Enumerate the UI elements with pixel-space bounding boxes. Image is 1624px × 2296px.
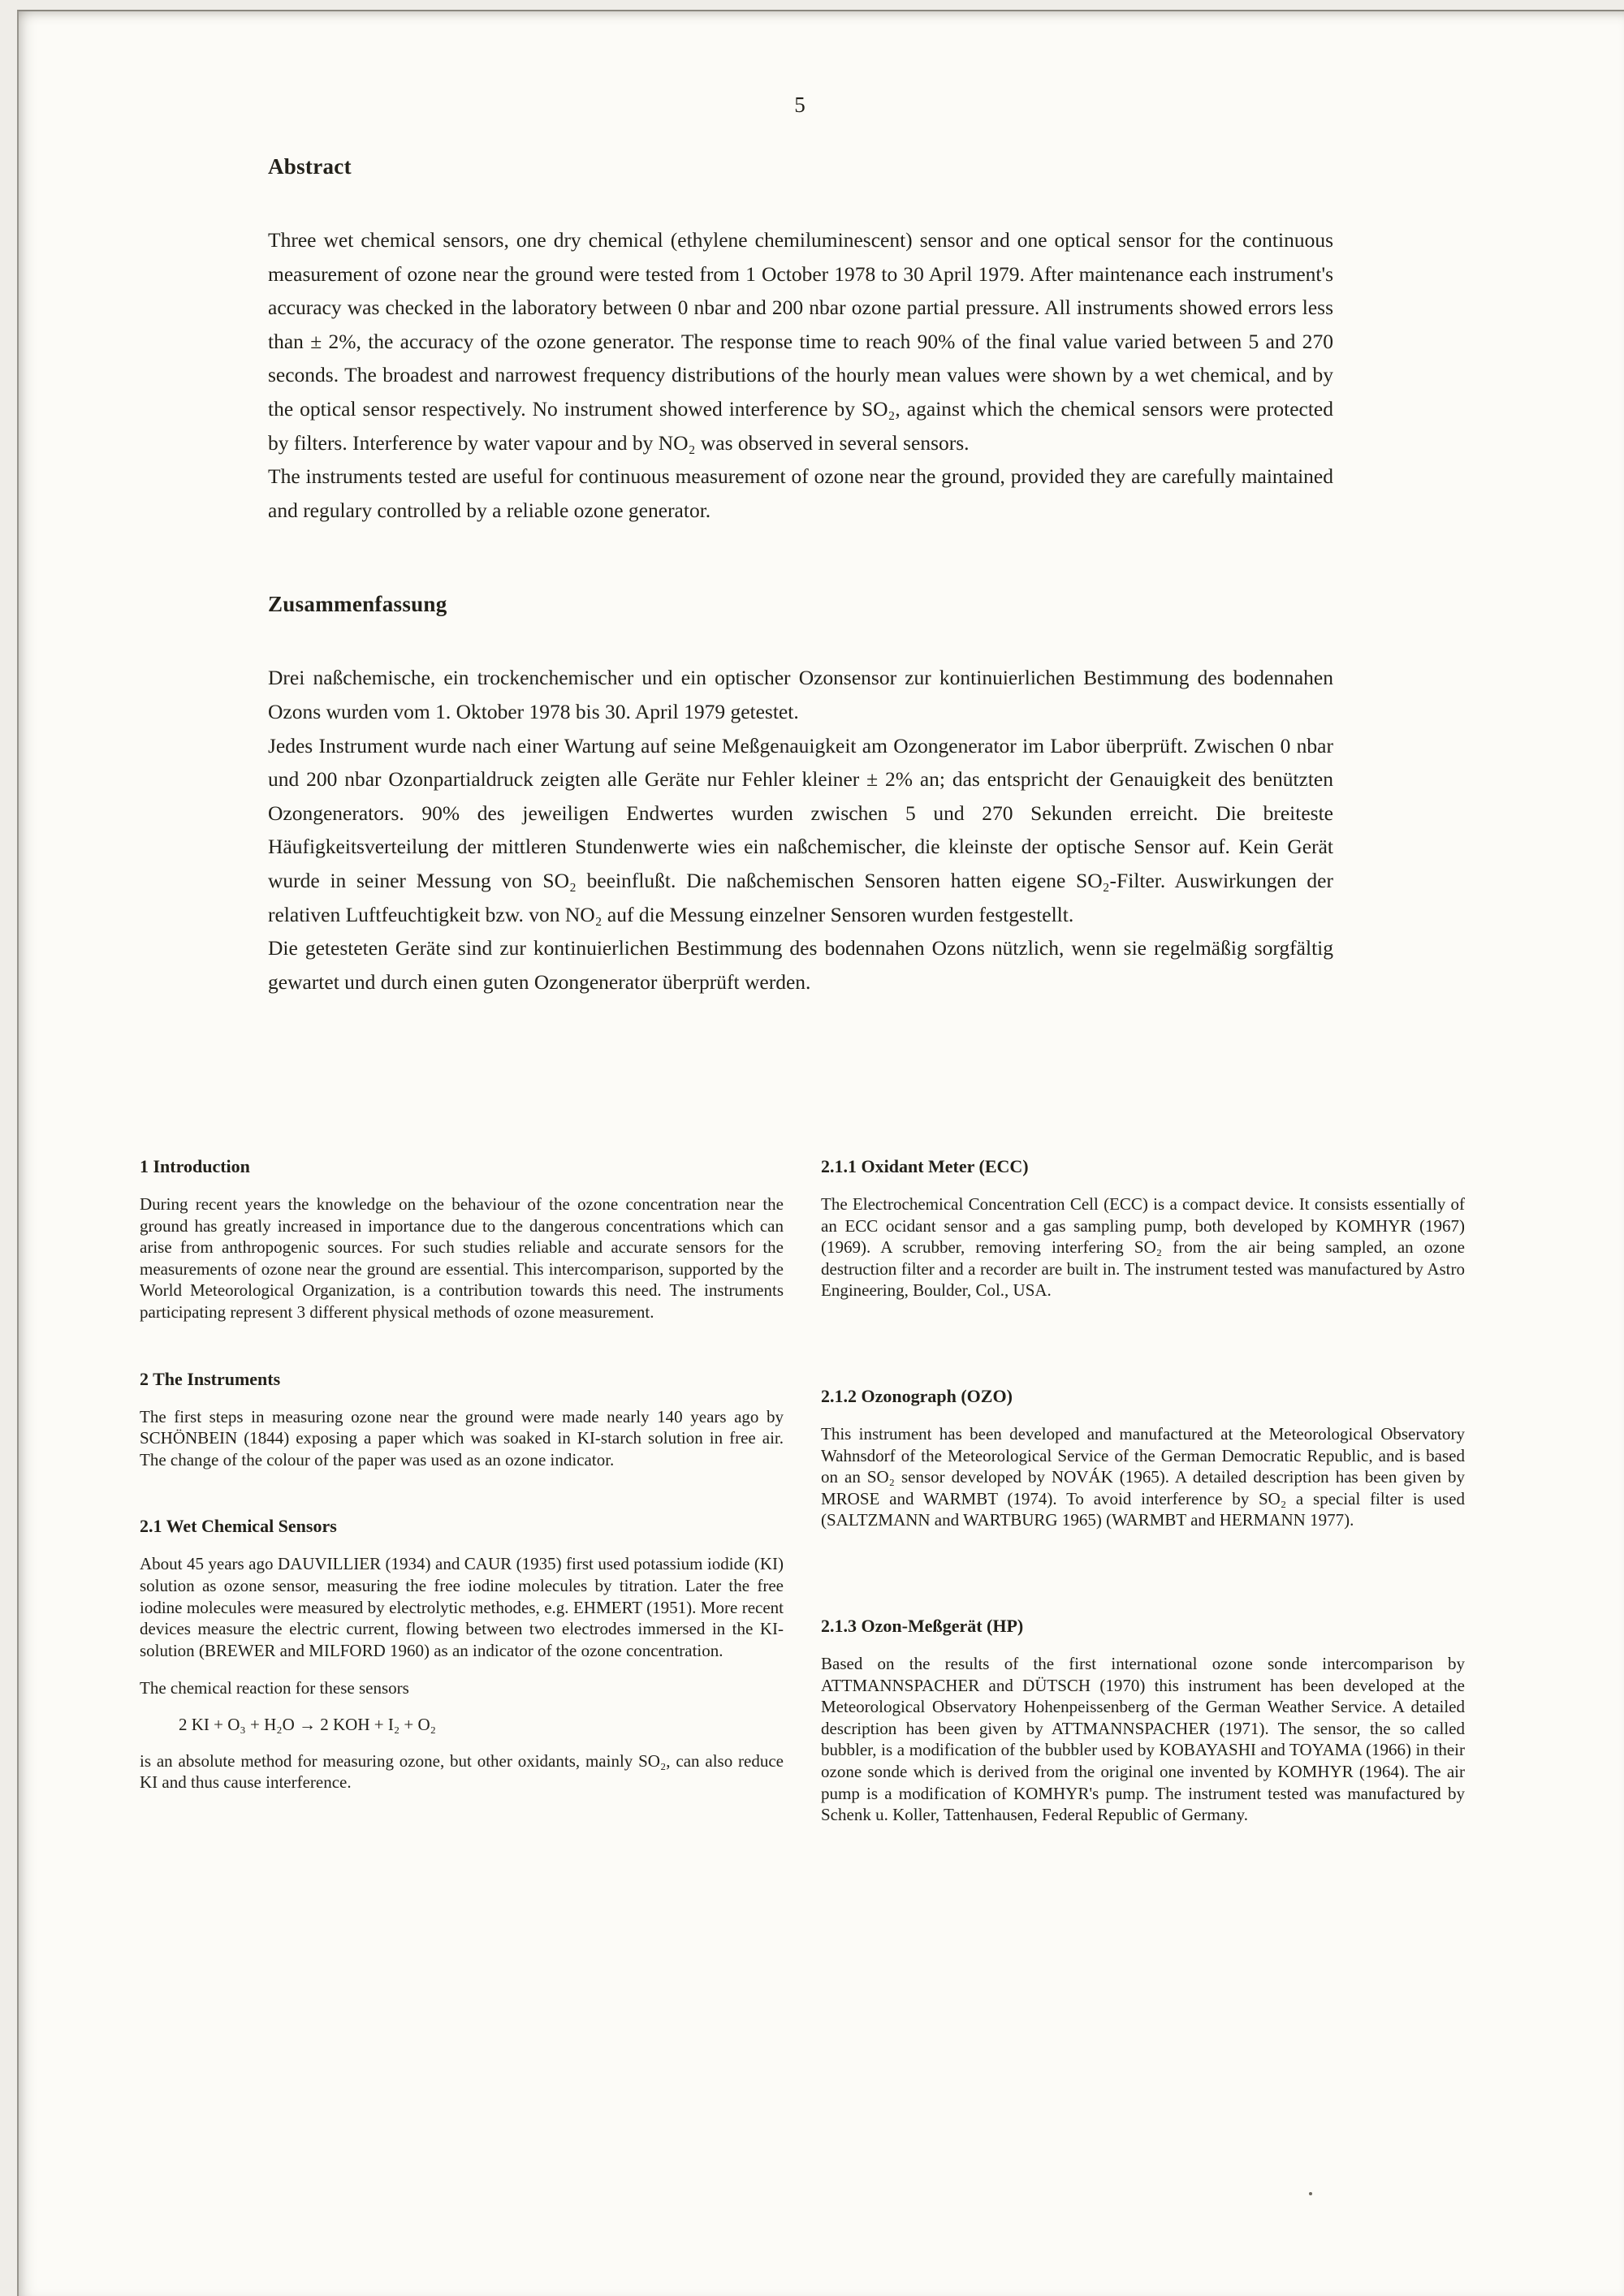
abstract-paragraph-1: Three wet chemical sensors, one dry chemical (ethylene chemiluminescent) sensor and one optical sensor for the continuous measurement of ozone near the ground were tested from 1 October 1978 to 30 April 1979. After maintenance each instrument's accuracy was checked in the laboratory between 0 nbar and 200 nbar ozone partial pressure. All instruments showed errors less than ± 2%, the accuracy of the ozone generator. The response time to reach 90% of the final value varied between 5 and 270 seconds. The broadest and narrowest frequency distributions of the hourly mean values were shown by a wet chemical, and by the optical sensor respectively. No instrument showed interference by SO₂, against which the chemical sensors were protected by filters. Interference by water vapour and by NO₂ was observed in several sensors. (268, 228, 1333, 455)
two-column-body (140, 1156, 1465, 1826)
section-heading-ozonograph: 2.1.2 Ozonograph (OZO) (821, 1385, 1013, 1406)
ozon-messgeraet-text: Based on the results of the first international ozone sonde intercomparison by ATTMANNSPACHER and DÜTSCH (1970) this instrument has been developed at the Meteorological Observatory Hohenpeissenberg of the German Weather Service. A detailed description has been given by ATTMANNSPACHER (1971). The sensor, the so called bubbler, is a modification of the bubbler used by KOBAYASHI and TOYAMA (1966) in their ozone sonde which is derived from the original one invented by KOMHYR (1964). The air pump is a modification of KOMHYR's pump. The instrument tested was manufactured by Schenk u. Koller, Tattenhausen, Federal Republic of Germany. (821, 1653, 1465, 1825)
left-column (140, 1156, 784, 1826)
oxidant-meter-text: The Electrochemical Concentration Cell (ECC) is a compact device. It consists essentially of an ECC ocidant sensor and a gas sampling pump, both developed by KOMHYR (1967) (1969). A scrubber, removing interfering SO₂ from the air being sampled, an ozone destruction filter and a recorder are built in. The instrument tested was manufactured by Astro Engineering, Boulder, Col., USA. (821, 1194, 1465, 1301)
ozonograph-text: This instrument has been developed and manufactured at the Meteorological Observatory Wahnsdorf of the Meteorological Service of the German Democratic Republic, and is based on an SO₂ sensor developed by NOVÁK (1965). A detailed description has been given by MROSE and WARMBT (1974). To avoid interference by SO₂ a special filter is used (SALTZMANN and WARTBURG 1965) (WARMBT and HERMANN 1977). (821, 1423, 1465, 1530)
introduction-text: During recent years the knowledge on the behaviour of the ozone concentration near the ground has greatly increased in importance due to the dangerous concentrations which can arise from anthropogenic sources. For such studies reliable and accurate sensors for the measurements of ozone near the ground are essential. This intercomparison, supported by the World Meteorological Organization, is a contribution towards this need. The instruments participating represent 3 different physical methods of ozone measurement. (140, 1194, 784, 1322)
abstract-paragraph-2: The instruments tested are useful for continuous measurement of ozone near the ground, provided they are carefully maintained and regulary controlled by a reliable ozone generator. (268, 464, 1333, 522)
zusammenfassung-paragraph-2: Jedes Instrument wurde nach einer Wartung auf seine Meßgenauigkeit am Ozongenerator im Labor überprüft. Zwischen 0 nbar und 200 nbar Ozonpartialdruck zeigten alle Geräte nur Fehler kleiner ± 2% an; das entspricht der Genauigkeit des benützten Ozongenerators. 90% des jeweiligen Endwertes wurden zwischen 5 und 270 Sekunden erreicht. Die breiteste Häufigkeitsverteilung der mittleren Stundenwerte wies ein naßchemischer, die kleinste der optische Sensor auf. Kein Gerät wurde in seiner Messung von SO₂ beeinflußt. Die naßchemischen Sensoren hatten eigene SO₂-Filter. Auswirkungen der relativen Luftfeuchtigkeit bzw. von NO₂ auf die Messung einzelner Sensoren wurden festgestellt. (268, 733, 1333, 926)
zusammenfassung-paragraph-3: Die getesteten Geräte sind zur kontinuierlichen Bestimmung des bodennahen Ozons nützlich, wenn sie regelmäßig sorgfältig gewartet und durch einen guten Ozongenerator überprüft werden. (268, 936, 1333, 994)
zusammenfassung-paragraph-1: Drei naßchemische, ein trockenchemischer und ein optischer Ozonsensor zur kontinuierlichen Bestimmung des bodennahen Ozons wurden vom 1. Oktober 1978 bis 30. April 1979 getestet. (268, 666, 1333, 723)
zusammenfassung-heading: Zusammenfassung (268, 592, 447, 617)
page-number: 5 (794, 93, 806, 117)
wet-chemical-text: About 45 years ago DAUVILLIER (1934) and CAUR (1935) first used potassium iodide (KI) solution as ozone sensor, measuring the free iodine molecules by titration. Later the free iodine molecules were measured by electrolytic methodes, e.g. EHMERT (1951). More recent devices measure the electric current, flowing between two electrodes immersed in the KI-solution (BREWER and MILFORD 1960) as an indicator of the ozone concentration. (140, 1554, 784, 1660)
chemical-equation: 2 KI + O₃ + H₂O → 2 KOH + I₂ + O₂ (179, 1714, 436, 1734)
front-matter (268, 154, 1333, 999)
reaction-intro-text: The chemical reaction for these sensors (140, 1678, 409, 1698)
section-heading-introduction: 1 Introduction (140, 1156, 250, 1176)
section-heading-instruments: 2 The Instruments (140, 1368, 281, 1389)
section-heading-wet-chemical: 2.1 Wet Chemical Sensors (140, 1516, 337, 1537)
reaction-outro-text: is an absolute method for measuring ozone, but other oxidants, mainly SO₂, can also reduce KI and thus cause interference. (140, 1750, 784, 1793)
instruments-text: The first steps in measuring ozone near the ground were made nearly 140 years ago by SCHÖNBEIN (1844) exposing a paper which was soaked in KI-starch solution in free air. The change of the colour of the paper was used as an ozone indicator. (140, 1406, 784, 1470)
abstract-heading: Abstract (268, 154, 352, 179)
section-heading-ozon-messgeraet: 2.1.3 Ozon-Meßgerät (HP) (821, 1615, 1024, 1636)
right-column (821, 1156, 1465, 1826)
scan-speck (1309, 2192, 1312, 2195)
section-heading-oxidant-meter: 2.1.1 Oxidant Meter (ECC) (821, 1156, 1029, 1176)
